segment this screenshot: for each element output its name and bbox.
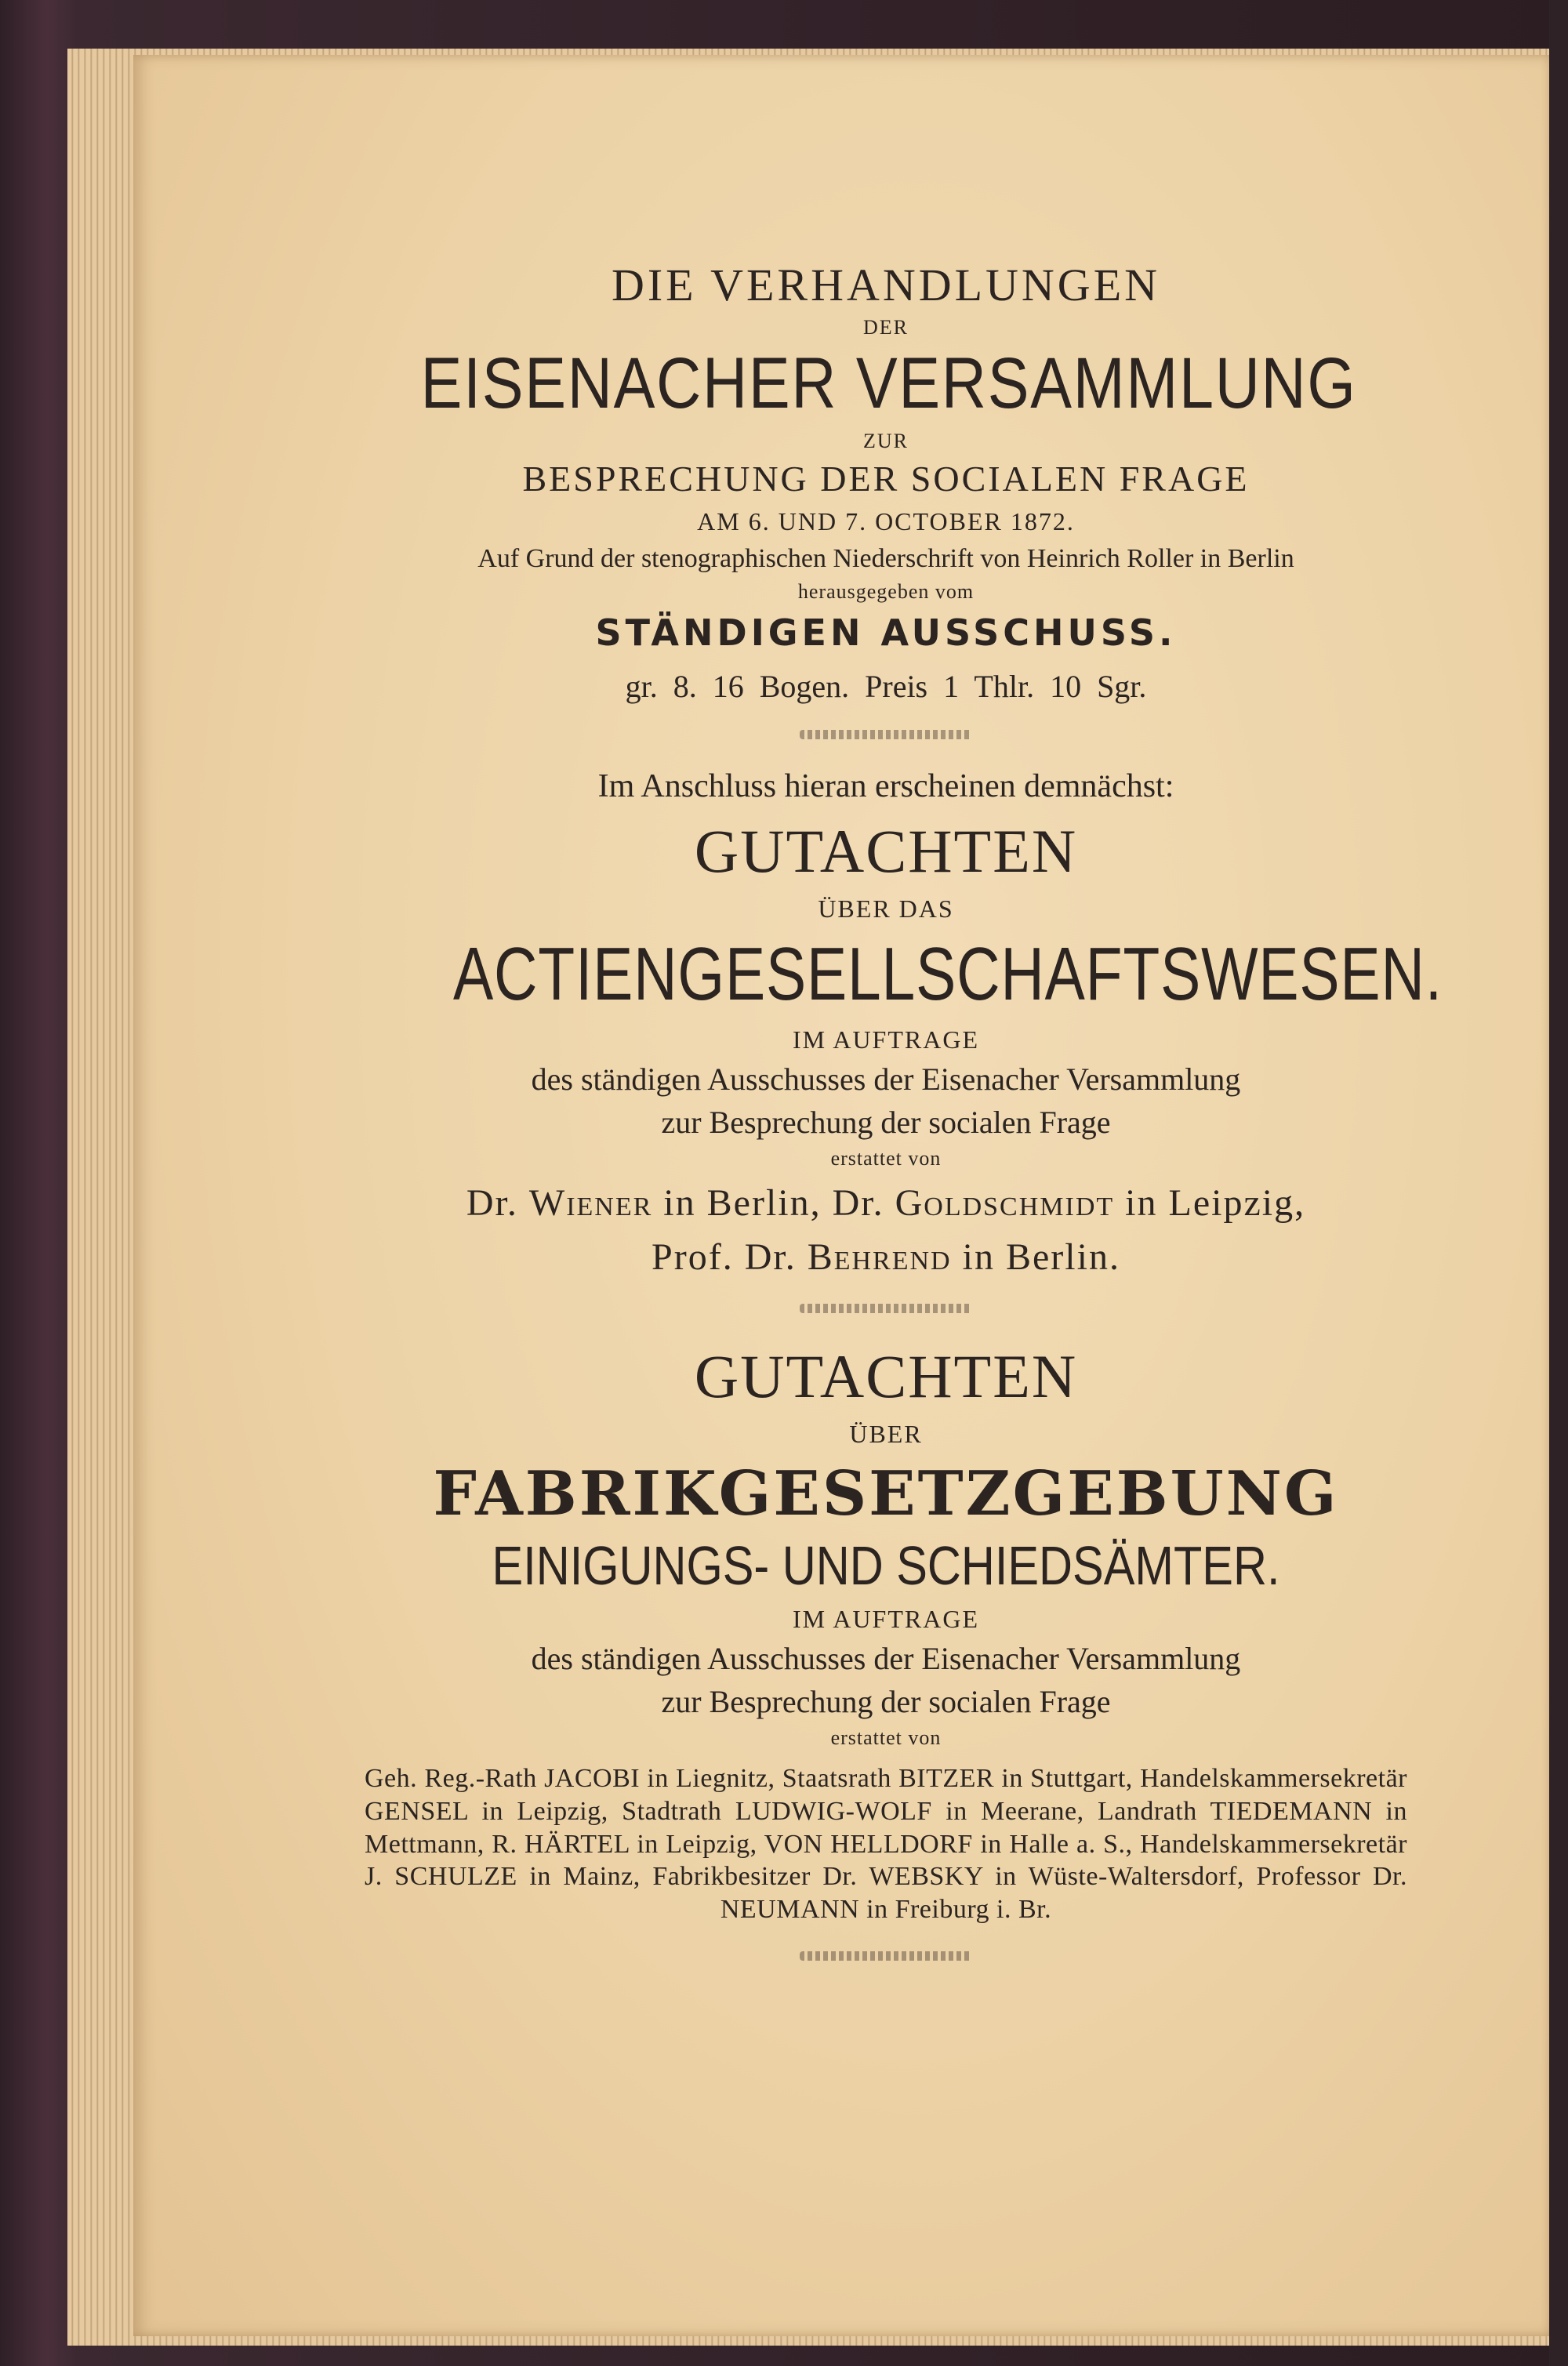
authors1-c: in Berlin, Dr. — [652, 1182, 895, 1224]
section1-der: DER — [863, 316, 909, 339]
ornament-divider-3 — [800, 1951, 972, 1961]
section3-title2: FABRIKGESETZGEBUNG — [433, 1458, 1339, 1530]
section1-subtitle: BESPRECHUNG DER SOCIALEN FRAGE — [522, 459, 1250, 499]
section1-publisher: STÄNDIGEN AUSSCHUSS. — [595, 611, 1177, 654]
section2-lead: Im Anschluss hieran erscheinen demnächst: — [597, 768, 1174, 804]
section3-desc2: zur Besprechung der socialen Frage — [661, 1684, 1111, 1719]
section1-zur: ZUR — [863, 430, 909, 452]
author-wiener: Wiener — [528, 1182, 653, 1224]
authors1-e: in Leipzig, — [1114, 1182, 1306, 1224]
section2-authors-line2 — [345, 1236, 1427, 1279]
authors2-a: Prof. Dr. — [652, 1236, 808, 1278]
section3-erstattet: erstattet von — [830, 1726, 942, 1749]
section3-title1: GUTACHTEN — [694, 1342, 1078, 1410]
section2-title2: ACTIENGESELLSCHAFTSWESEN. — [453, 932, 1443, 1016]
section1-title-top: DIE VERHANDLUNGEN — [611, 259, 1161, 310]
section3-title3: EINIGUNGS- UND SCHIEDSÄMTER. — [492, 1535, 1280, 1596]
section3-im-auftrage: IM AUFTRAGE — [792, 1605, 979, 1633]
section2-im-auftrage: IM AUFTRAGE — [792, 1025, 979, 1054]
section2-ueber-das: ÜBER DAS — [818, 895, 954, 923]
section1-price-line: gr. 8. 16 Bogen. Preis 1 Thlr. 10 Sgr. — [625, 669, 1147, 704]
authors1-a: Dr. — [466, 1182, 529, 1224]
section1-title-main: EISENACHER VERSAMMLUNG — [420, 343, 1357, 423]
section2-desc2: zur Besprechung der socialen Frage — [661, 1105, 1111, 1140]
section2-title1: GUTACHTEN — [694, 817, 1078, 885]
ornament-divider-1 — [800, 730, 972, 739]
book-binding — [1549, 0, 1568, 2366]
section3-contributors: Geh. Reg.-Rath JACOBI in Liegnitz, Staatsrath BITZER in Stuttgart, Handelskammersekretär GENSEL in Leipzig, Stadtrath LUDWIG-WOLF in Meerane, Landrath TIEDEMANN in Mettmann, R. HÄRTEL in Leipzig, VON HELLDORF in Halle a. S., Handelskammersekretär J. SCHULZE in Mainz, Fabrikbesitzer Dr. WEBSKY in Wüste-Waltersdorf, Professor Dr. NEUMANN in Freiburg i. Br. — [365, 1764, 1407, 1925]
section3-desc1: des ständigen Ausschusses der Eisenacher Versammlung — [531, 1641, 1241, 1676]
section3-ueber: ÜBER — [849, 1420, 923, 1448]
author-goldschmidt: Goldschmidt — [895, 1182, 1115, 1224]
section1-date: AM 6. UND 7. OCTOBER 1872. — [697, 507, 1075, 535]
section1-basis: Auf Grund der stenographischen Niederschrift von Heinrich Roller in Berlin — [477, 544, 1294, 573]
section2-authors-line1 — [345, 1181, 1427, 1225]
page-content — [345, 259, 1443, 1989]
ornament-divider-2 — [800, 1304, 972, 1313]
author-behrend: Behrend — [807, 1236, 952, 1278]
section2-desc1: des ständigen Ausschusses der Eisenacher Versammlung — [531, 1061, 1241, 1097]
section1-herausgegeben: herausgegeben vom — [797, 580, 975, 603]
authors2-c: in Berlin. — [951, 1236, 1120, 1278]
section2-erstattet: erstattet von — [830, 1147, 942, 1170]
